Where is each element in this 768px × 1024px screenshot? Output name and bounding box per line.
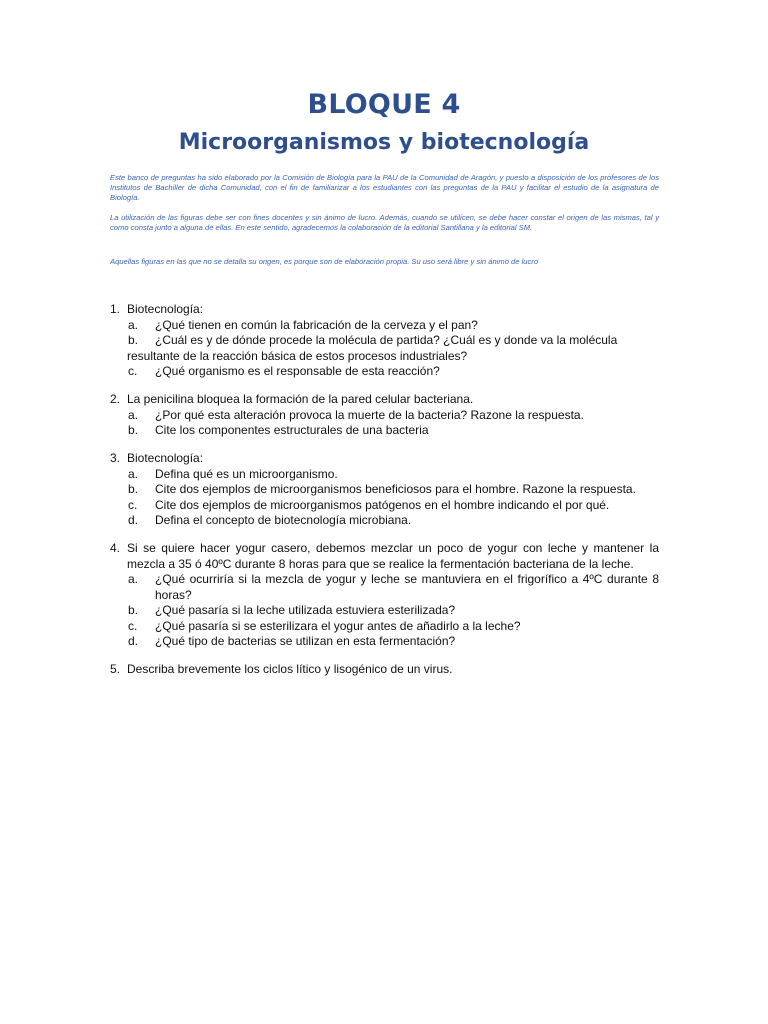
question-number: 2. — [110, 392, 121, 406]
sub-question-letter: a. — [128, 466, 139, 481]
sub-question-text: ¿Qué pasaría si la leche utilizada estuviera esterilizada? — [155, 603, 456, 617]
question-text: Biotecnología: — [127, 302, 204, 316]
notice-paragraph: La utilización de las figuras debe ser con fines docentes y sin ánimo de lucro. Además, cuando se utilicen, se debe hacer constar el origen de las mismas, tal y como consta junto a alguna de ellas. En este sentido, agradecemos la colaboración de la editorial Santillana y la editorial SM. — [110, 213, 659, 233]
question-item — [110, 392, 659, 439]
question-number: 3. — [110, 451, 121, 465]
sub-question-letter: a. — [128, 407, 139, 422]
sub-question-text: ¿Qué organismo es el responsable de esta reacción? — [155, 364, 440, 378]
sub-question-letter: c. — [128, 364, 138, 378]
sub-question-letter: d. — [128, 513, 139, 527]
question-text: Describa brevemente los ciclos lítico y lisogénico de un virus. — [127, 662, 453, 676]
title-block — [0, 86, 768, 159]
sub-question-letter: a. — [128, 572, 139, 586]
sub-question — [110, 318, 659, 334]
sub-question-letter: c. — [128, 618, 138, 633]
sub-question — [110, 408, 659, 424]
sub-question — [110, 498, 659, 514]
sub-question — [110, 482, 659, 498]
question-item — [110, 541, 659, 650]
sub-question — [110, 634, 659, 650]
question-text: La penicilina bloquea la formación de la pared celular bacteriana. — [127, 392, 474, 406]
sub-question-text: Defina qué es un microorganismo. — [155, 466, 338, 481]
sub-question — [110, 364, 659, 380]
sub-question-letter: b. — [128, 603, 139, 617]
sub-question-letter: a. — [128, 317, 139, 332]
page-title: BLOQUE 4 — [307, 89, 461, 120]
sub-question-letter: b. — [128, 423, 139, 437]
question-text: Si se quiere hacer yogur casero, debemos mezclar un poco de yogur con leche y mantener la mezcla a 35 ó 40ºC durante 8 horas para que se realice la fermentación bacteriana de la leche. — [127, 541, 659, 571]
sub-question — [110, 619, 659, 635]
question-item — [110, 451, 659, 529]
sub-question — [110, 333, 659, 364]
sub-question-letter: d. — [128, 634, 139, 648]
sub-question — [110, 603, 659, 619]
sub-question-text: ¿Qué pasaría si se esterilizara el yogur antes de añadirlo a la leche? — [155, 618, 521, 633]
sub-question — [110, 423, 659, 439]
sub-question — [110, 572, 659, 603]
question-text: Biotecnología: — [127, 451, 204, 465]
sub-question — [110, 467, 659, 483]
notice-paragraph: Este banco de preguntas ha sido elaborado por la Comisión de Biología para la PAU de la Comunidad de Aragón, y puesto a disposición de los profesores de los Institutos de Bachiller de dicha Comunidad, con el fin de familiarizar a los estudiantes con las preguntas de la PAU y facilitar el estudio de la asignatura de Biología. — [110, 173, 659, 203]
sub-question-text: ¿Qué tipo de bacterias se utilizan en esta fermentación? — [155, 634, 456, 648]
sub-question-text-continued: resultante de la reacción básica de estos procesos industriales? — [127, 348, 468, 363]
sub-question-text: ¿Cuál es y de dónde procede la molécula de partida? ¿Cuál es y donde va la molécula — [155, 333, 618, 347]
question-number: 1. — [110, 302, 121, 316]
sub-question — [110, 513, 659, 529]
sub-question-letter: b. — [128, 333, 139, 347]
sub-question-text: ¿Por qué esta alteración provoca la muerte de la bacteria? Razone la respuesta. — [155, 407, 584, 422]
question-item — [110, 302, 659, 380]
page-subtitle: Microorganismos y biotecnología — [178, 130, 590, 155]
question-item — [110, 662, 659, 678]
sub-question-text: ¿Qué tienen en común la fabricación de la cerveza y el pan? — [155, 317, 478, 332]
sub-question-text: Defina el concepto de biotecnología microbiana. — [155, 513, 412, 527]
sub-question-letter: b. — [128, 482, 139, 496]
sub-question-text: ¿Qué ocurriría si la mezcla de yogur y leche se mantuviera en el frigorífico a 4ºC durante 8 horas? — [155, 572, 659, 602]
sub-question-text: Cite dos ejemplos de microorganismos beneficiosos para el hombre. Razone la respuesta. — [155, 482, 636, 496]
sub-question-letter: c. — [128, 497, 138, 512]
question-number: 4. — [110, 541, 121, 555]
notice-paragraph: Aquellas figuras en las que no se detalla su origen, es porque son de elaboración propia. Su uso será libre y sin ánimo de lucro — [110, 257, 539, 266]
sub-question-text: Cite dos ejemplos de microorganismos patógenos en el hombre indicando el por qué. — [155, 497, 610, 512]
question-number: 5. — [110, 662, 121, 676]
sub-question-text: Cite los componentes estructurales de una bacteria — [155, 423, 429, 437]
question-list — [110, 302, 659, 690]
